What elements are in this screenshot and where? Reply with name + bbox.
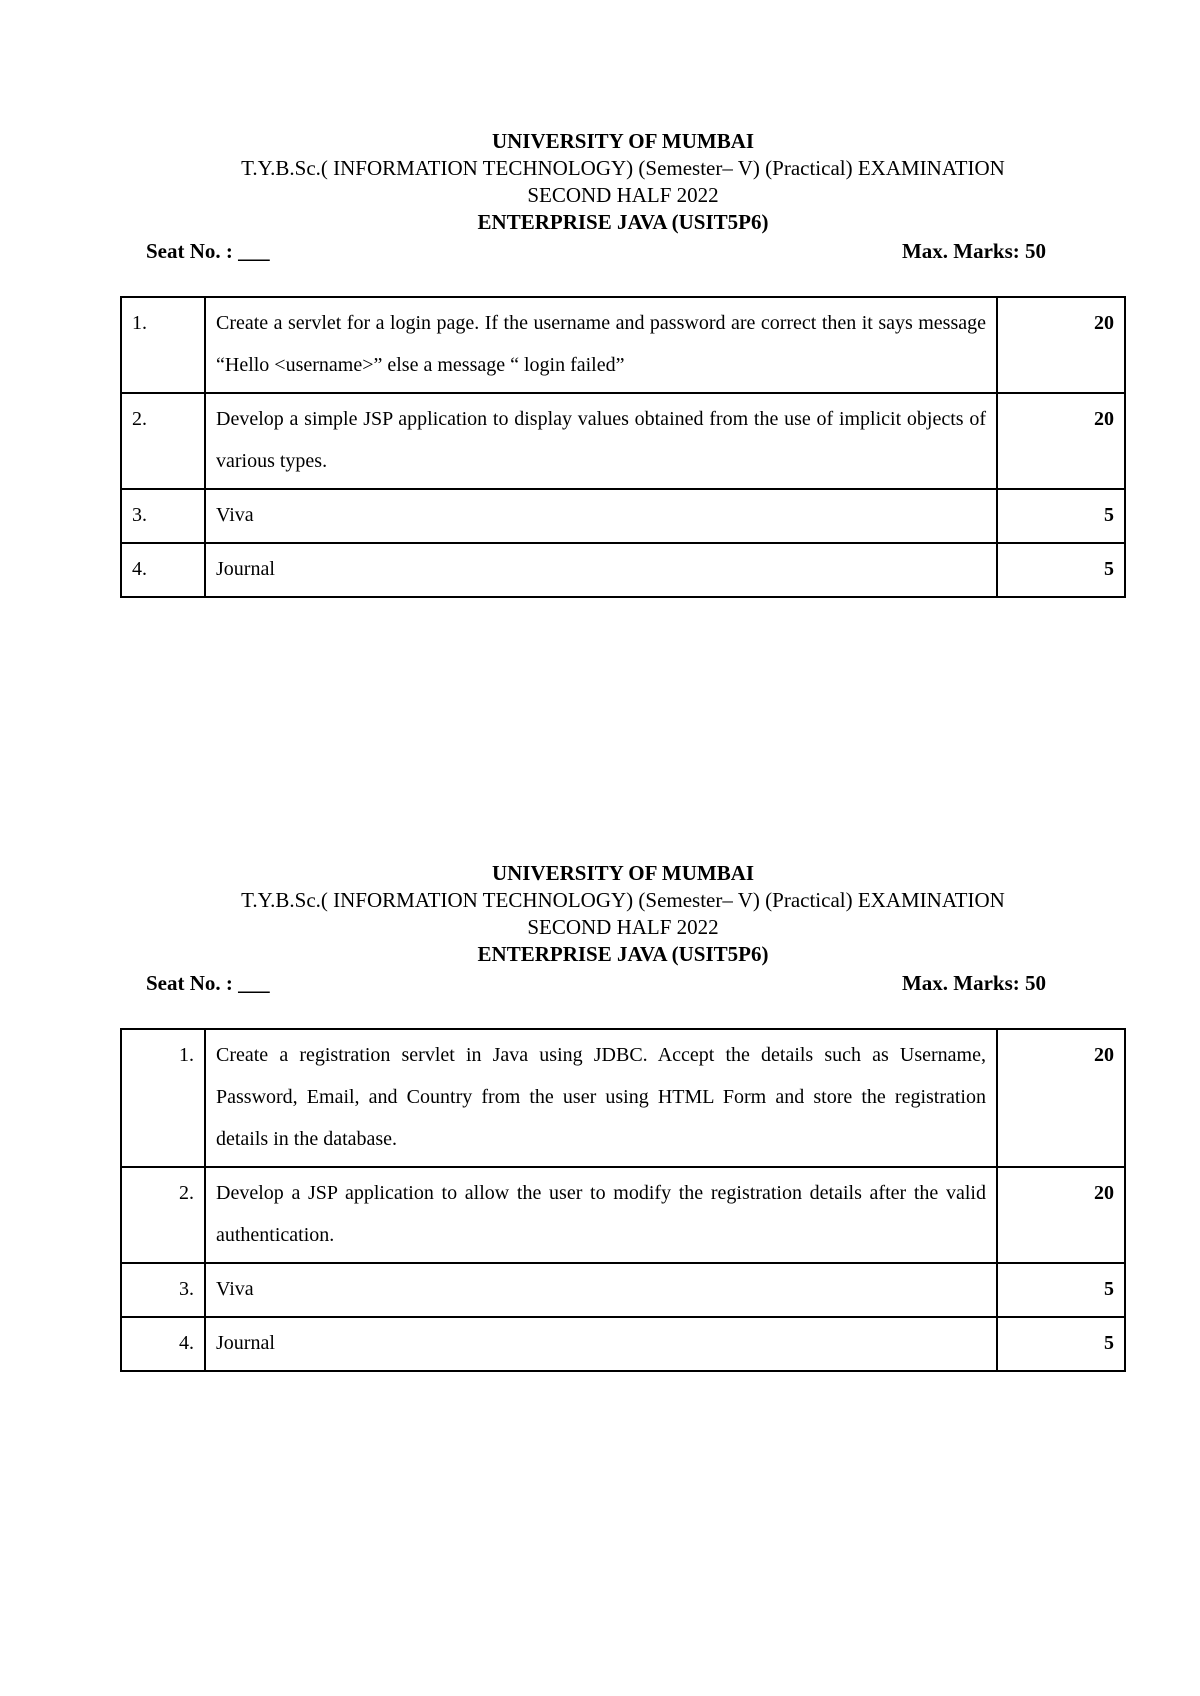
question-number: 4. (121, 543, 205, 597)
question-marks: 5 (997, 1317, 1125, 1371)
table-row (121, 1167, 1125, 1263)
question-number: 1. (121, 297, 205, 393)
table-row (121, 489, 1125, 543)
max-marks-label: Max. Marks: 50 (901, 971, 1046, 995)
table-row (121, 297, 1125, 393)
university-title: UNIVERSITY OF MUMBAI (491, 861, 755, 885)
question-text: Journal (205, 543, 997, 597)
question-marks: 5 (997, 543, 1125, 597)
question-text: Journal (205, 1317, 997, 1371)
question-number: 4. (121, 1317, 205, 1371)
question-marks: 20 (997, 1167, 1125, 1263)
seat-number-label: Seat No. : ___ (146, 239, 270, 263)
seat-marks-row (120, 236, 1126, 266)
seat-marks-row (120, 968, 1126, 998)
paper-header (120, 128, 1126, 236)
question-number: 2. (121, 393, 205, 489)
question-text: Create a registration servlet in Java using JDBC. Accept the details such as Username, Password, Email, and Country from the user using HTML Form and store the registration details in the database. (205, 1029, 997, 1167)
question-text: Viva (205, 1263, 997, 1317)
question-marks: 20 (997, 1029, 1125, 1167)
session-line: SECOND HALF 2022 (527, 915, 719, 939)
table-row (121, 543, 1125, 597)
table-row (121, 1263, 1125, 1317)
question-number: 3. (121, 1263, 205, 1317)
exam-line: T.Y.B.Sc.( INFORMATION TECHNOLOGY) (Semester– V) (Practical) EXAMINATION (241, 156, 1005, 180)
table-row (121, 1029, 1125, 1167)
paper-header (120, 860, 1126, 968)
question-number: 3. (121, 489, 205, 543)
exam-paper-2 (120, 860, 1126, 1354)
question-marks: 20 (997, 393, 1125, 489)
question-table (120, 296, 1126, 598)
subject-title: ENTERPRISE JAVA (USIT5P6) (477, 942, 769, 966)
subject-title: ENTERPRISE JAVA (USIT5P6) (477, 210, 769, 234)
exam-line: T.Y.B.Sc.( INFORMATION TECHNOLOGY) (Semester– V) (Practical) EXAMINATION (241, 888, 1005, 912)
exam-paper-1 (120, 128, 1126, 580)
session-line: SECOND HALF 2022 (527, 183, 719, 207)
question-text: Viva (205, 489, 997, 543)
university-title: UNIVERSITY OF MUMBAI (491, 129, 755, 153)
question-text: Develop a JSP application to allow the user to modify the registration details after the valid authentication. (205, 1167, 997, 1263)
table-row (121, 393, 1125, 489)
seat-number-label: Seat No. : ___ (146, 971, 270, 995)
question-marks: 20 (997, 297, 1125, 393)
question-number: 2. (121, 1167, 205, 1263)
question-marks: 5 (997, 1263, 1125, 1317)
max-marks-label: Max. Marks: 50 (901, 239, 1046, 263)
question-text: Create a servlet for a login page. If the username and password are correct then it says message “Hello <username>” else a message “ login failed” (205, 297, 997, 393)
table-row (121, 1317, 1125, 1371)
question-table (120, 1028, 1126, 1372)
question-text: Develop a simple JSP application to display values obtained from the use of implicit objects of various types. (205, 393, 997, 489)
question-marks: 5 (997, 489, 1125, 543)
question-number: 1. (121, 1029, 205, 1167)
